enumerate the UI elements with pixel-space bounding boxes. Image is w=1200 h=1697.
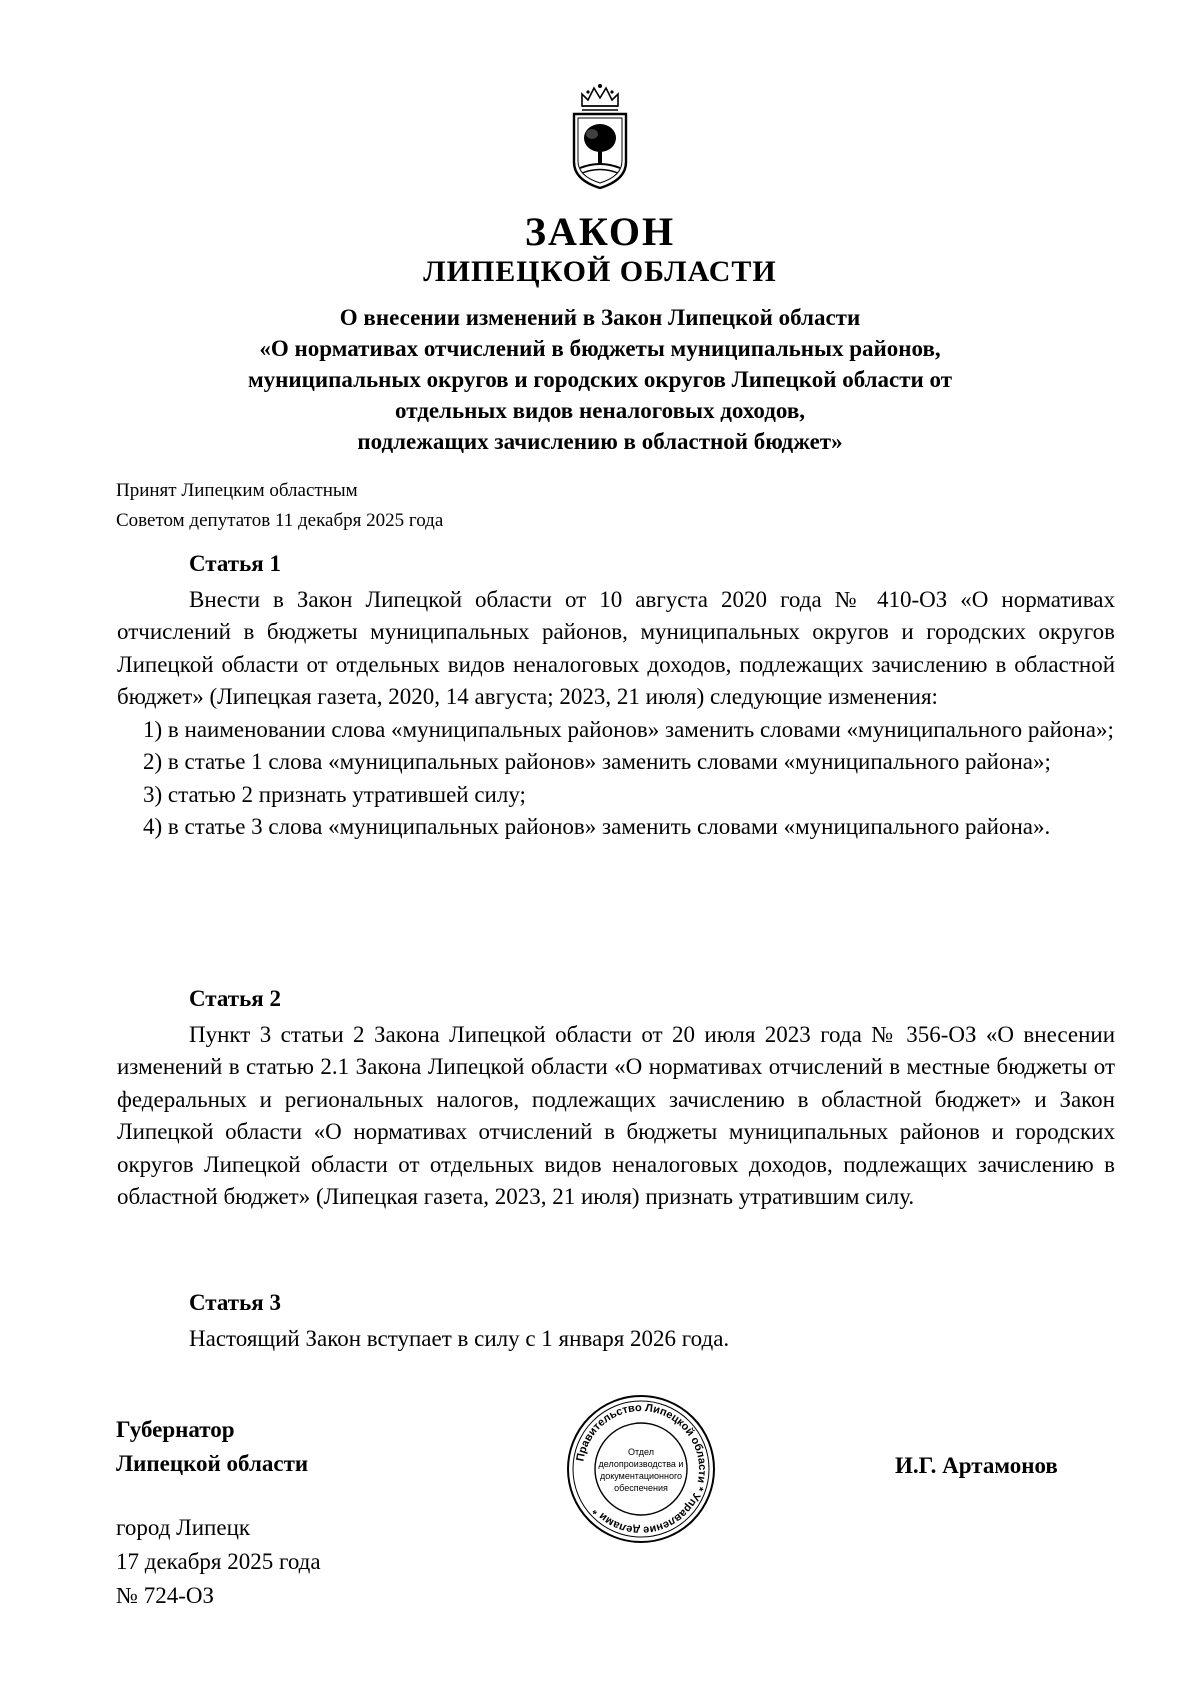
article-paragraph: Внести в Закон Липецкой области от 10 августа 2020 года № 410-ОЗ «О нормативах отчислений в бюджеты муниципальных районов, муниципальных округов и городских округов Липецкой области от отдельных видов неналоговых доходов, подлежащих зачислению в областной бюджет» (Липецкая газета, 2020, 14 августа; 2023, 21 июля) следующие изменения: [117, 586, 1115, 709]
signatory-name: И.Г. Артамонов [895, 1453, 1058, 1478]
footer-number: № 724-ОЗ [116, 1583, 214, 1608]
law-heading [150, 302, 1050, 457]
heading-line: отдельных видов неналоговых доходов, [395, 398, 805, 423]
document-footer [116, 1511, 321, 1613]
position-line: Губернатор [116, 1417, 235, 1442]
article-title: Статья 1 [189, 551, 281, 576]
stamp-center-line: Отдел [627, 1447, 655, 1457]
official-stamp [565, 1393, 717, 1545]
position-line: Липецкой области [116, 1451, 309, 1476]
adoption-line: Принят Липецким областным [116, 480, 358, 501]
document-subtitle: ЛИПЕЦКОЙ ОБЛАСТИ [423, 255, 777, 288]
document-title: ЗАКОН [524, 209, 676, 254]
footer-city: город Липецк [116, 1515, 251, 1540]
article-paragraph: Пункт 3 статьи 2 Закона Липецкой области от 20 июля 2023 года № 356-ОЗ «О внесении изменений в статью 2.1 Закона Липецкой области «О нормативах отчислений в местные бюджеты от федеральных и региональных налогов, подлежащих зачислению в областной бюджет» и Закон Липецкой области «О нормативах отчислений в бюджеты муниципальных районов и городских округов Липецкой области от отдельных видов неналоговых доходов, подлежащих зачислению в областной бюджет» (Липецкая газета, 2023, 21 июля) признать утратившим силу. [117, 1021, 1115, 1209]
stamp-center-line: обеспечения [614, 1483, 668, 1493]
article-1 [117, 548, 1115, 844]
article-title: Статья 2 [189, 986, 281, 1011]
adoption-line: Советом депутатов 11 декабря 2025 года [116, 510, 444, 531]
heading-line: муниципальных округов и городских округов Липецкой области от [247, 367, 953, 392]
coat-of-arms-icon [568, 80, 632, 190]
article-2 [117, 983, 1115, 1214]
list-item: 2) в статье 1 слова «муниципальных районов» заменить словами «муниципального района»; [143, 749, 1051, 774]
heading-line: «О нормативах отчислений в бюджеты муниципальных районов, [259, 336, 941, 361]
article-paragraph: Настоящий Закон вступает в силу с 1 января 2026 года. [189, 1325, 730, 1351]
footer-date: 17 декабря 2025 года [116, 1549, 321, 1574]
adoption-note [116, 476, 443, 536]
stamp-center-line: документационного [599, 1471, 683, 1481]
heading-line: О внесении изменений в Закон Липецкой области [339, 305, 861, 330]
article-3 [117, 1287, 1115, 1355]
list-item: 4) в статье 3 слова «муниципальных районов» заменить словами «муниципального района». [143, 814, 1051, 839]
heading-line: подлежащих зачислению в областной бюджет» [357, 429, 843, 454]
list-item: 3) статью 2 признать утратившей силу; [143, 781, 526, 807]
stamp-center-line: делопроизводства и [598, 1459, 684, 1469]
stamp-ring-text: Правительство Липецкой области * Управление делами * [574, 1401, 709, 1537]
signatory-position [116, 1413, 308, 1481]
list-item: 1) в наименовании слова «муниципальных районов» заменить словами «муниципального района»; [143, 716, 1114, 742]
article-title: Статья 3 [189, 1290, 281, 1315]
